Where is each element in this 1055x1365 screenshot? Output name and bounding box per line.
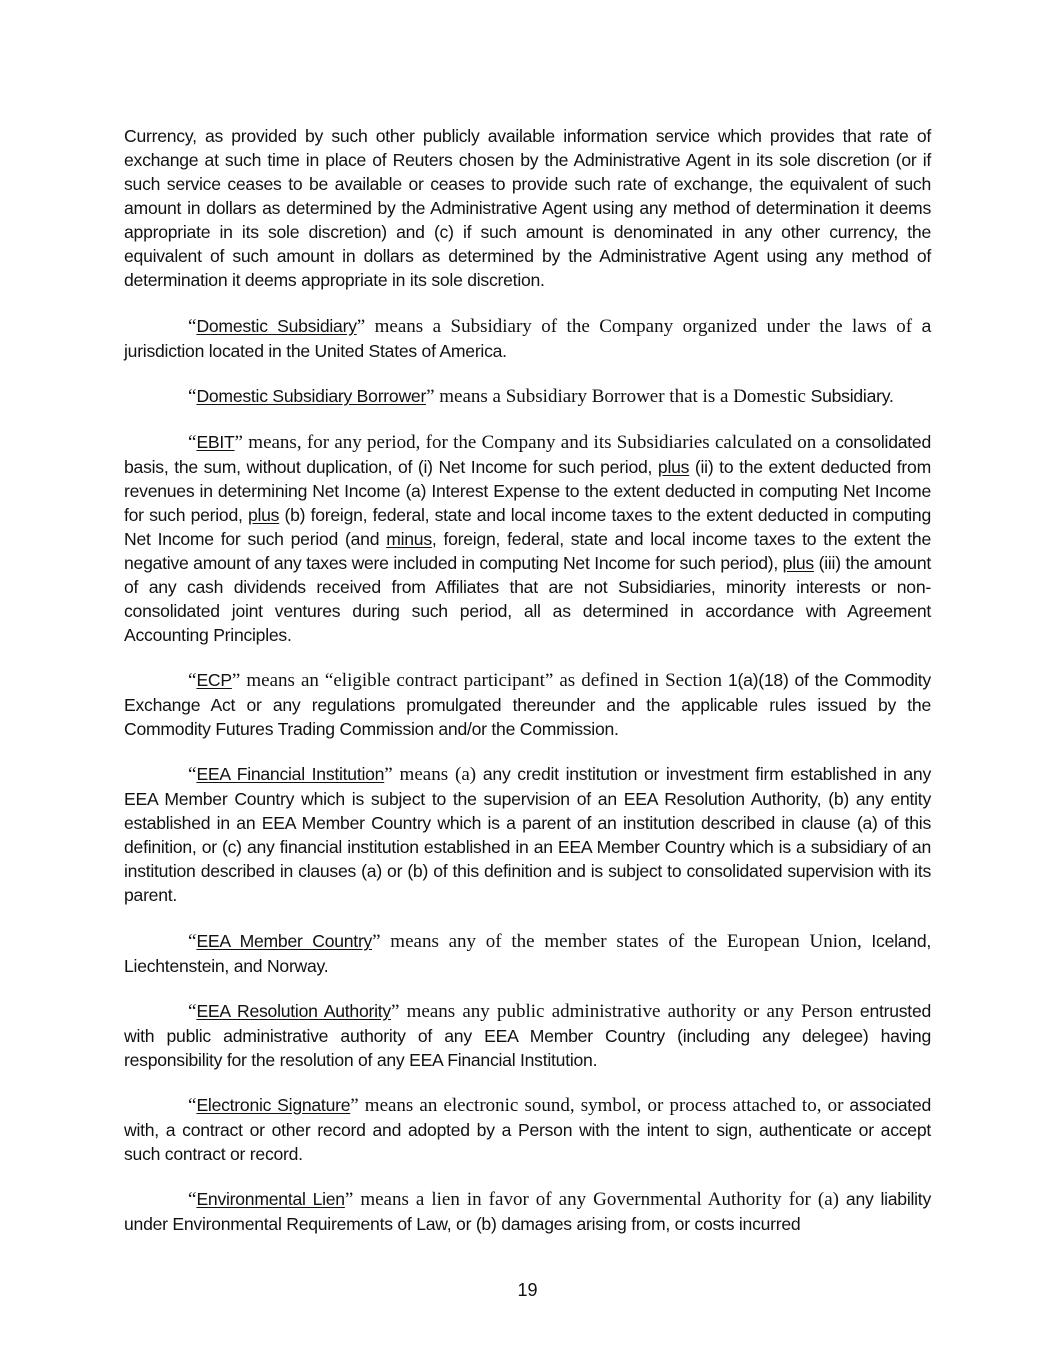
definition-lead: means an electronic sound, symbol, or process attached to, or xyxy=(358,1095,844,1116)
definition-eea-member-country xyxy=(124,929,931,978)
quote-open: “ xyxy=(188,931,197,952)
quote-close: ” xyxy=(356,316,366,337)
definition-body: (iii) the amount of any cash dividends received from Affiliates that are not Subsidiaries, minority interests or non-consolidated joint ventures during such period, all as determined in accordance with Agreement Accounting Principles. xyxy=(124,553,932,645)
definition-lead: means a Subsidiary Borrower that is a Domestic xyxy=(434,386,806,407)
quote-close: ” xyxy=(384,764,393,785)
plus-underlined: plus xyxy=(657,457,690,477)
plus-underlined: plus xyxy=(782,553,814,573)
definition-body: (b) foreign, federal, state and local income taxes to the extent deducted in computing Net Income for such period (and xyxy=(124,505,931,549)
definition-domestic-subsidiary xyxy=(124,314,931,363)
continuation-paragraph: Currency, as provided by such other publicly available information service which provides that rate of exchange at such time in place of Reuters chosen by the Administrative Agent in its sole discretion (or if such service ceases to be available or ceases to provide such rate of exchange, the equivalent of such amount in dollars as determined by the Administrative Agent using any method of determination it deems appropriate in its sole discretion) and (c) if such amount is denominated in any other currency, the equivalent of such amount in dollars as determined by the Administrative Agent using any method of determination it deems appropriate in its sole discretion. xyxy=(124,126,931,290)
defined-term: ECP xyxy=(196,670,232,690)
quote-open: “ xyxy=(188,386,197,407)
quote-close: ” xyxy=(372,931,381,952)
definition-body: associated with, a contract or other record and adopted by a Person with the intent to sign, authenticate or accept such contract or record. xyxy=(124,1095,932,1164)
quote-close: ” xyxy=(344,1189,354,1210)
definition-environmental-lien xyxy=(124,1187,931,1236)
definition-ebit xyxy=(124,430,931,647)
quote-open: “ xyxy=(188,670,197,691)
definition-ecp xyxy=(124,668,931,741)
definition-lead: means a Subsidiary of the Company organized under the laws of xyxy=(365,316,913,337)
minus-underlined: minus xyxy=(386,529,432,549)
definition-body: Iceland, Liechtenstein, and Norway. xyxy=(124,931,932,976)
defined-term: Electronic Signature xyxy=(196,1095,351,1115)
definition-eea-resolution-authority xyxy=(124,999,931,1072)
quote-open: “ xyxy=(188,316,197,337)
defined-term: Environmental Lien xyxy=(196,1189,345,1209)
definition-body: consolidated basis, the sum, without duplication, of (i) Net Income for such period, xyxy=(124,432,931,477)
quote-close: ” xyxy=(426,386,435,407)
definition-electronic-signature xyxy=(124,1093,931,1166)
definition-body: any credit institution or investment firm established in any EEA Member Country which is subject to the supervision of an EEA Resolution Authority, (b) any entity established in an EEA Member Country which is a parent of an institution described in clause (a) of this definition, or (c) any financial institution established in an EEA Member Country which is a subsidiary of an institution described in clauses (a) or (b) of this definition and is subject to consolidated supervision with its parent. xyxy=(124,764,931,905)
quote-open: “ xyxy=(188,1001,197,1022)
defined-term: EEA Financial Institution xyxy=(196,764,385,784)
definition-body: , foreign, federal, state and local income taxes to the extent the negative amount of any taxes were included in computing Net Income for such period), xyxy=(124,529,931,573)
definition-eea-financial-institution xyxy=(124,762,931,907)
document-page xyxy=(124,124,931,1236)
quote-close: ” xyxy=(390,1001,400,1022)
definition-lead: means a lien in favor of any Governmental Authority for (a) xyxy=(353,1189,839,1210)
defined-term: Domestic Subsidiary xyxy=(196,316,357,336)
quote-open: “ xyxy=(188,432,197,453)
definition-body: entrusted with public administrative authority of any EEA Member Country (including any delegee) having responsibility for the resolution of any EEA Financial Institution. xyxy=(124,1001,932,1070)
page-number: 19 xyxy=(517,1280,538,1300)
defined-term: EEA Member Country xyxy=(196,931,373,951)
definition-lead: means any public administrative authority or any Person xyxy=(399,1001,853,1022)
definition-body: (ii) to the extent deducted from revenues in determining Net Income (a) Interest Expense to the extent deducted in computing Net Income for such period, xyxy=(124,457,931,525)
defined-term: EEA Resolution Authority xyxy=(196,1001,391,1021)
definition-body: a jurisdiction located in the United States of America. xyxy=(124,316,931,361)
quote-open: “ xyxy=(188,1189,197,1210)
definition-domestic-subsidiary-borrower xyxy=(124,384,931,409)
quote-open: “ xyxy=(188,764,197,785)
definition-lead: means any of the member states of the European Union, xyxy=(380,931,862,952)
quote-close: ” xyxy=(350,1095,359,1116)
definition-lead: means, for any period, for the Company and its Subsidiaries calculated on a xyxy=(242,432,831,453)
definition-body: Subsidiary. xyxy=(805,386,894,406)
definition-body: 1(a)(18) of the Commodity Exchange Act or any regulations promulgated thereunder and the applicable rules issued by the Commodity Futures Trading Commission and/or the Commission. xyxy=(124,670,931,739)
definition-lead: means (a) xyxy=(392,764,477,785)
quote-open: “ xyxy=(188,1095,197,1116)
defined-term: EBIT xyxy=(196,432,235,452)
defined-term: Domestic Subsidiary Borrower xyxy=(196,386,427,406)
plus-underlined: plus xyxy=(247,505,280,525)
definition-body: any liability under Environmental Requirements of Law, or (b) damages arising from, or costs incurred xyxy=(124,1189,931,1234)
quote-close: ” xyxy=(231,670,241,691)
definition-lead: means an “eligible contract participant” as defined in Section xyxy=(240,670,723,691)
quote-close: ” xyxy=(234,432,243,453)
